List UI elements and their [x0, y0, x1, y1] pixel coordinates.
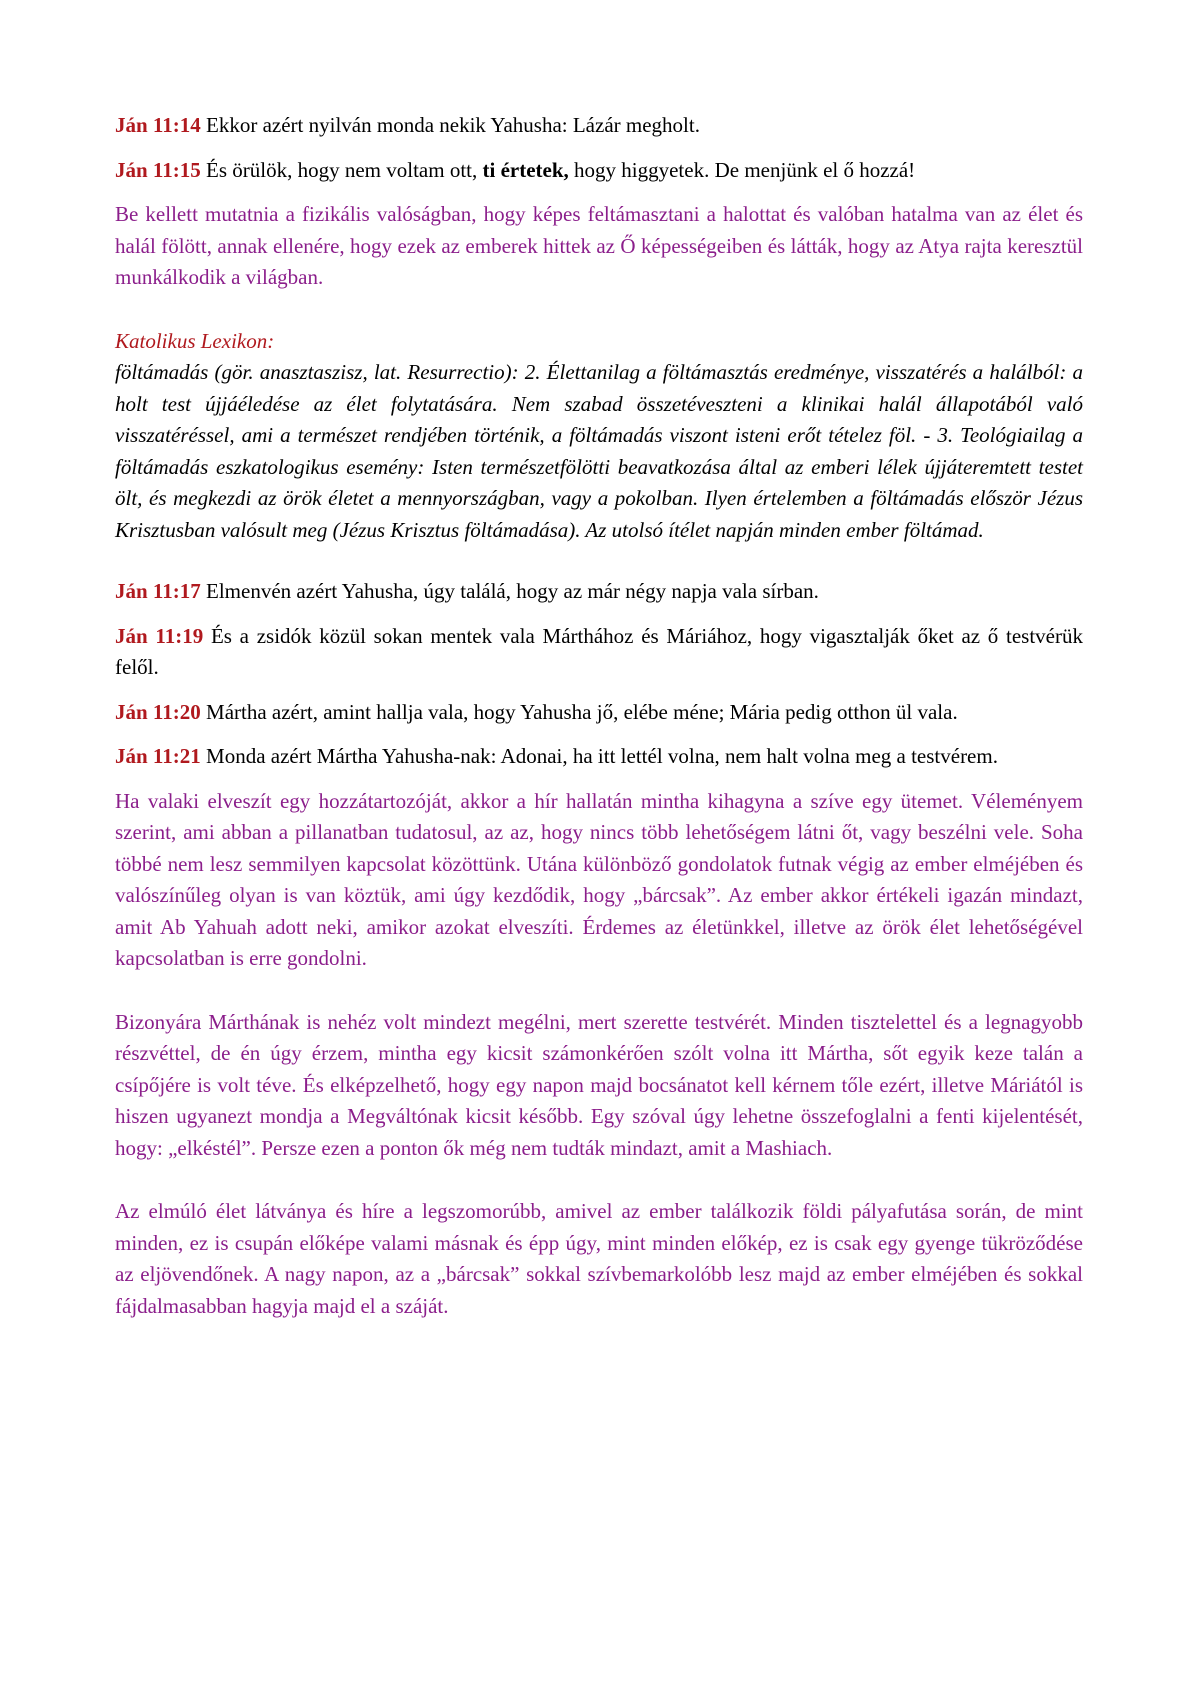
verse-jan-11-15	[115, 155, 1083, 187]
commentary-paragraph: Bizonyára Márthának is nehéz volt mindezt megélni, mert szerette testvérét. Minden tisztelettel és a legnagyobb részvéttel, de én úgy érzem, mintha egy kicsit számonkérően szólt volna itt Mártha, sőt egyik keze talán a csípőjére is volt téve. És elképzelhető, hogy egy napon majd bocsánatot kell kérnem tőle ezért, illetve Máriától is hiszen ugyanezt mondja a Megváltónak kicsit később. Egy szóval úgy lehetne összefoglalni a fenti kijelentését, hogy: „elkéstél”. Persze ezen a ponton ők még nem tudták mindazt, amit a Mashiach.	[115, 1009, 1083, 1160]
verse-reference: Ján 11:17	[115, 579, 201, 603]
verse-text: És örülök, hogy nem voltam ott,	[200, 157, 483, 182]
verse-text: hogy higgyetek. De menjünk el ő hozzá!	[568, 157, 916, 182]
verse-jan-11-17	[115, 576, 1083, 608]
verse-jan-11-21	[115, 741, 1083, 773]
verse-jan-11-19	[115, 621, 1083, 684]
verse-text: Monda azért Mártha Yahusha-nak: Adonai, ha itt lettél volna, nem halt volna meg a testvérem.	[200, 744, 998, 768]
verse-reference: Ján 11:14	[115, 113, 201, 137]
commentary-paragraph: Az elmúló élet látványa és híre a legszomorúbb, amivel az ember találkozik földi pályafutása során, de mint minden, ez is csupán előképe valami másnak és épp úgy, mint minden előkép, ez is csak egy gyenge tükröződése az eljövendőnek. A nagy napon, az a „bárcsak” sokkal szívbemarkolóbb lesz majd az ember elméjében és sokkal fájdalmasabban hagyja majd el a száját.	[115, 1199, 1083, 1318]
document-content	[115, 110, 1083, 1322]
lexicon-entry: föltámadás (gör. anasztaszisz, lat. Resurrectio): 2. Élettanilag a föltámasztás eredménye, visszatérés a halálból: a holt test újjáéledése az élet folytatására. Nem szabad összetéveszteni a klinikai halál állapotából való visszatéréssel, ami a természet rendjében történik, a föltámadás viszont isteni erőt tételez föl. - 3. Teológiailag a föltámadás eszkatologikus esemény: Isten természetfölötti beavatkozása által az emberi lélek újjáteremtett testet ölt, és megkezdi az örök életet a mennyországban, vagy a pokolban. Ilyen értelemben a föltámadás először Jézus Krisztusban valósult meg (Jézus Krisztus föltámadása). Az utolsó ítélet napján minden ember föltámad.	[115, 360, 1083, 542]
verse-reference: Ján 11:19	[115, 623, 204, 648]
verse-reference: Ján 11:20	[115, 699, 201, 724]
verse-text-emphasis: ti értetek,	[482, 157, 569, 182]
verse-text: És a zsidók közül sokan mentek vala Márthához és Máriához, hogy vigasztalják őket az ő testvérük felől.	[115, 623, 1083, 679]
verse-text: Ekkor azért nyilván monda nekik Yahusha: Lázár megholt.	[200, 113, 700, 137]
verse-jan-11-14	[115, 110, 1083, 142]
verse-text: Elmenvén azért Yahusha, úgy találá, hogy az már négy napja vala sírban.	[200, 579, 819, 603]
verse-reference: Ján 11:15	[115, 157, 201, 182]
verse-reference: Ján 11:21	[115, 744, 201, 768]
verse-text: Mártha azért, amint hallja vala, hogy Yahusha jő, elébe méne; Mária pedig otthon ül vala.	[200, 699, 958, 724]
lexicon-title: Katolikus Lexikon:	[115, 328, 275, 353]
verse-jan-11-20	[115, 697, 1083, 729]
commentary-paragraph: Ha valaki elveszít egy hozzátartozóját, akkor a hír hallatán mintha kihagyna a szíve egy ütemet. Véleményem szerint, ami abban a pillanatban tudatosul, az az, hogy nincs több lehetőségem látni őt, vagy beszélni vele. Soha többé nem lesz semmilyen kapcsolat közöttünk. Utána különböző gondolatok futnak végig az ember elméjében és valószínűleg olyan is van köztük, ami úgy kezdődik, hogy „bárcsak”. Az ember akkor értékeli igazán mindazt, amit Ab Yahuah adott neki, amikor azokat elveszíti. Érdemes az életünkkel, illetve az örök élet lehetőségével kapcsolatban is erre gondolni.	[115, 788, 1083, 970]
commentary-paragraph: Be kellett mutatnia a fizikális valóságban, hogy képes feltámasztani a halottat és valóban hatalma van az élet és halál fölött, annak ellenére, hogy ezek az emberek hittek az Ő képességeiben és látták, hogy az Atya rajta keresztül munkálkodik a világban.	[115, 202, 1083, 289]
